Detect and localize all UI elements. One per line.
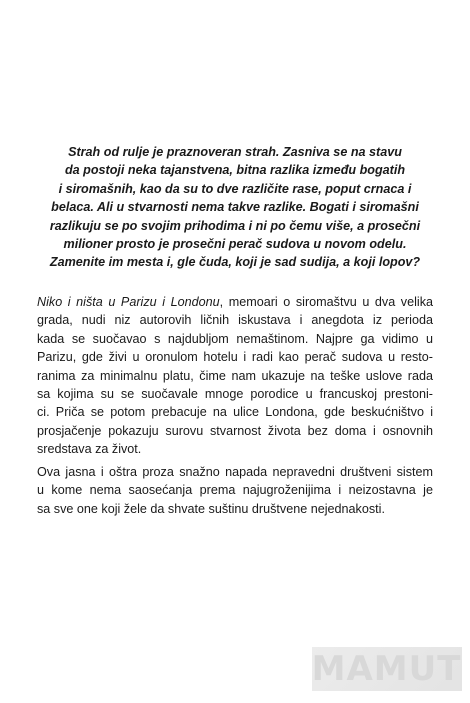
paragraph-line: Parizu, gde živi u oronulom hotelu i radi kao perač sudova u resto- bbox=[37, 350, 433, 365]
paragraph-line: Ova jasna i oštra proza snažno napada nepravedni društveni sistem bbox=[37, 465, 433, 479]
paragraph-line bbox=[37, 293, 433, 311]
paragraph-line: sa kojima su se suočavale mnoge porodice u francuskoj prestoni- bbox=[37, 387, 433, 402]
paragraph-line: sa sve one koji žele da shvate suštinu društvene nejednakosti. bbox=[37, 501, 385, 516]
paragraph-line: u kome nema saosećanja prema najugroženijima i neizostavna je bbox=[37, 483, 433, 498]
quote-line: belaca. Ali u stvarnosti nema takve razlike. Bogati i siromašni bbox=[51, 200, 419, 215]
book-title: Niko i ništa u Parizu i Londonu bbox=[37, 295, 220, 309]
paragraph-line: prosjačenje pokazuju surovu stvarnost života bez doma i osnovnih bbox=[37, 423, 433, 438]
description-paragraph-2 bbox=[37, 463, 433, 518]
quote-line: milioner prosto je prosečni perač sudova u novom odelu. bbox=[63, 237, 407, 252]
quote-line: i siromašnih, kao da su to dve različite rase, poput crnaca i bbox=[58, 181, 412, 196]
watermark-text: MAMUT bbox=[311, 649, 462, 689]
paragraph-line: ranima za minimalnu platu, čime nam ukazuje na teške uslove rada bbox=[37, 368, 433, 383]
paragraph-line: grada, nudi niz autorovih ličnih iskustava i anegdota iz perioda bbox=[37, 313, 433, 328]
description-paragraph-1 bbox=[37, 293, 433, 459]
first-line-rest: , memoari o siromaštvu u dva velika bbox=[219, 295, 433, 309]
quote-line: razlikuju se po svojim prihodima i ni po čemu više, a prosečni bbox=[49, 218, 421, 233]
mamut-watermark-logo bbox=[312, 647, 462, 691]
paragraph-line: kada se suočavao s najdubljom nemaštinom. Najpre ga vidimo u bbox=[37, 331, 433, 346]
pull-quote bbox=[30, 143, 440, 272]
paragraph-line: sredstava za život. bbox=[37, 442, 142, 457]
quote-line: Strah od rulje je praznoveran strah. Zasniva se na stavu bbox=[68, 145, 402, 159]
quote-line: da postoji neka tajanstvena, bitna razlika između bogatih bbox=[64, 163, 406, 178]
paragraph-line: ci. Priča se potom prebacuje na ulice Londona, gde beskućništvo i bbox=[37, 405, 433, 420]
quote-line: Zamenite im mesta i, gle čuda, koji je sad sudija, a koji lopov? bbox=[49, 255, 421, 270]
